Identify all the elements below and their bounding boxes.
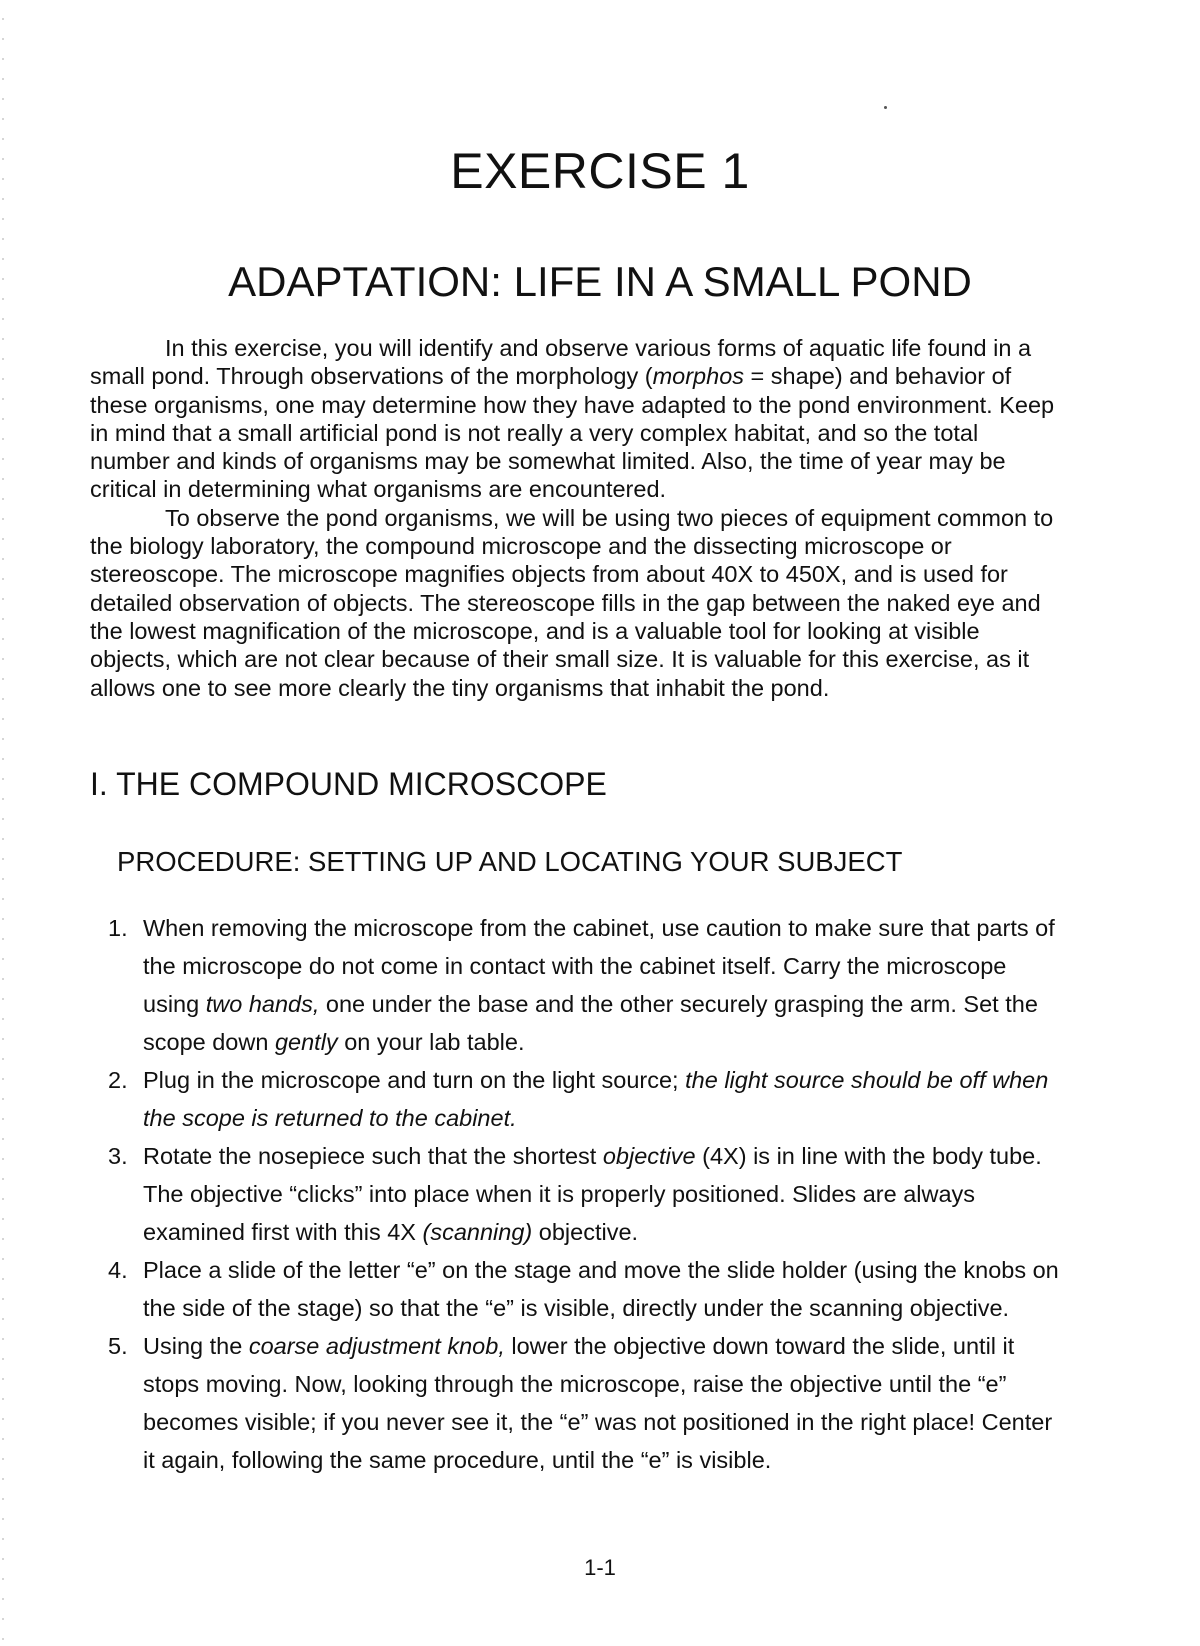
procedure-step [108, 1137, 1068, 1251]
procedure-step [108, 1251, 1068, 1327]
procedure-step [108, 909, 1068, 1061]
text-run: (4X) is in line with the body tube. The objective “clicks” into place when it is properly positioned. Slides are always examined first with this 4X [143, 1143, 1042, 1245]
section-heading: I. THE COMPOUND MICROSCOPE [90, 766, 607, 802]
scan-speck [884, 106, 887, 109]
procedure-step [108, 1327, 1068, 1479]
intro-paragraph [90, 334, 1060, 504]
intro-text [90, 334, 1060, 702]
text-run: objective. [532, 1219, 639, 1245]
emphasis-text: (scanning) [422, 1219, 533, 1245]
page-number: 1-1 [584, 1555, 616, 1580]
text-run: In this exercise, you will identify and observe various forms of aquatic life found in a small pond. Through observations of the morphology ( [90, 335, 1032, 390]
text-run: When removing the microscope from the cabinet, use caution to make sure that parts of the microscope do not come in contact with the cabinet itself. Carry the microscope using [143, 915, 1055, 1017]
step-number: 3. [108, 1143, 128, 1169]
emphasis-text: two hands, [205, 991, 320, 1017]
step-number: 2. [108, 1067, 128, 1093]
emphasis-text: the light source should be off when the scope is returned to the cabinet. [143, 1067, 1049, 1131]
exercise-title: ADAPTATION: LIFE IN A SMALL POND [228, 258, 972, 305]
text-run: Plug in the microscope and turn on the light source; [143, 1067, 686, 1093]
text-run: Rotate the nosepiece such that the shortest [143, 1143, 603, 1169]
step-number: 4. [108, 1257, 128, 1283]
exercise-number: EXERCISE 1 [450, 143, 750, 199]
step-number: 1. [108, 915, 128, 941]
text-run: Place a slide of the letter “e” on the stage and move the slide holder (using the knobs on the side of the stage) so that the “e” is visible, directly under the scanning objective. [143, 1257, 1059, 1321]
scan-edge-marks [2, 0, 4, 1646]
text-run: lower the objective down toward the slide, until it stops moving. Now, looking through the microscope, raise the objective until the “e” becomes visible; if you never see it, the “e” was not positioned in the right place! Center it again, following the same procedure, until the “e” is visible. [143, 1333, 1053, 1473]
emphasis-text: morphos [652, 363, 745, 390]
text-run: = shape) and behavior of these organisms, one may determine how they have adapted to the pond environment. Keep in mind that a small artificial pond is not really a very complex habitat, and so the total number and kinds of organisms may be somewhat limited. Also, the time of year may be critical in determining what organisms are encountered. [90, 363, 1055, 503]
procedure-steps [108, 909, 1068, 1479]
step-number: 5. [108, 1333, 128, 1359]
text-run: one under the base and the other securely grasping the arm. Set the scope down [143, 991, 1038, 1055]
procedure-step [108, 1061, 1068, 1137]
emphasis-text: coarse adjustment knob, [248, 1333, 505, 1359]
text-run: To observe the pond organisms, we will be using two pieces of equipment common to the biology laboratory, the compound microscope and the dissecting microscope or stereoscope. The microscope magnifies objects from about 40X to 450X, and is used for detailed observation of objects. The stereoscope fills in the gap between the naked eye and the lowest magnification of the microscope, and is a valuable tool for looking at visible objects, which are not clear because of their small size. It is valuable for this exercise, as it allows one to see more clearly the tiny organisms that inhabit the pond. [90, 504, 1054, 701]
text-run: Using the [143, 1333, 249, 1359]
intro-paragraph [90, 504, 1060, 702]
text-run: on your lab table. [337, 1029, 525, 1055]
emphasis-text: gently [274, 1029, 338, 1055]
emphasis-text: objective [602, 1143, 696, 1169]
procedure-heading: PROCEDURE: SETTING UP AND LOCATING YOUR SUBJECT [117, 846, 903, 877]
